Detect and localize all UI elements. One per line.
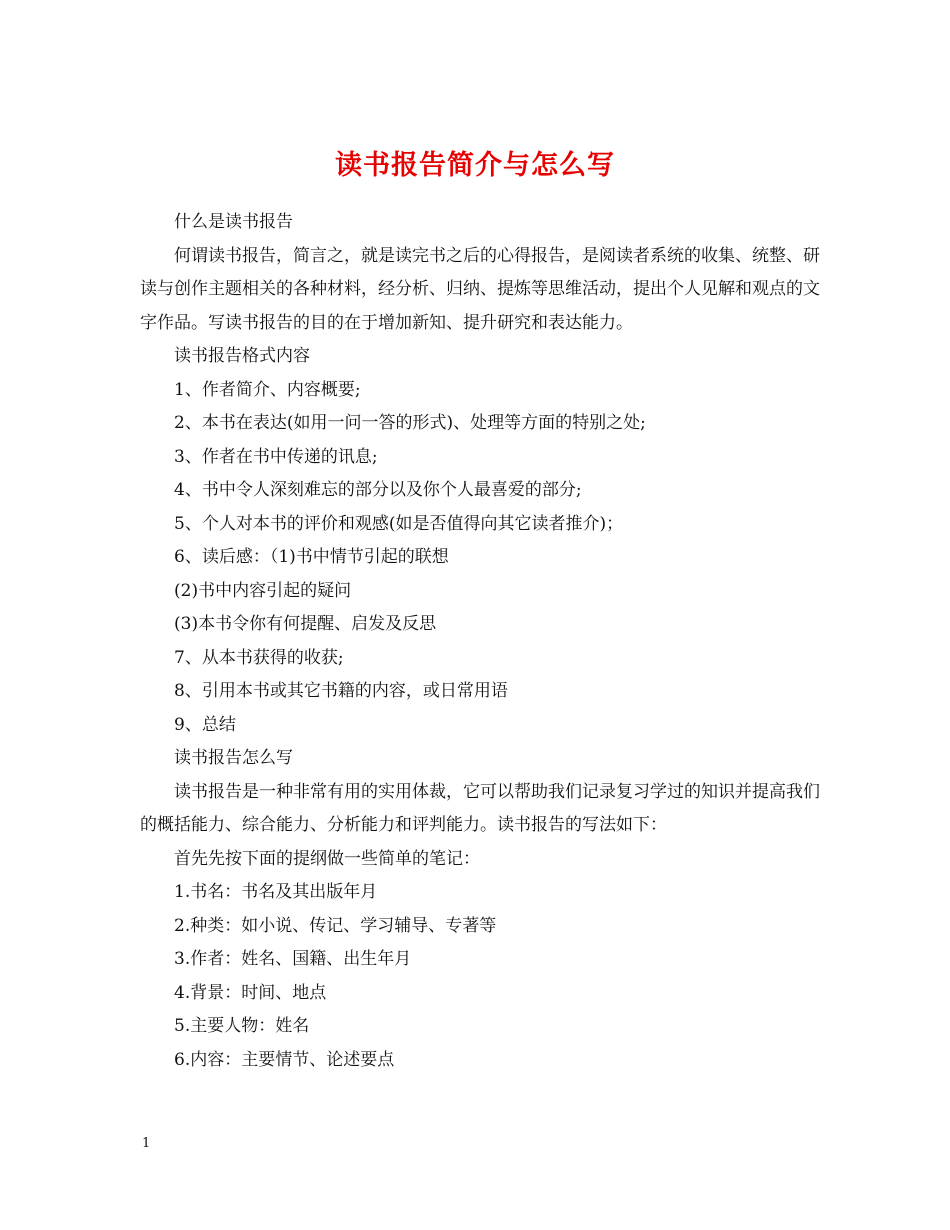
paragraph: 5.主要人物：姓名 — [174, 1016, 310, 1036]
paragraph: 5、个人对本书的评价和观感(如是否值得向其它读者推介)； — [174, 513, 624, 534]
paragraph: 1.书名：书名及其出版年月 — [174, 882, 378, 902]
paragraph: 6、读后感：（1)书中情节引起的联想 — [174, 547, 449, 567]
paragraph: 读书报告怎么写 — [174, 748, 293, 768]
paragraph: 6.内容：主要情节、论述要点 — [174, 1049, 395, 1070]
paragraph: (3)本书令你有何提醒、启发及反思 — [174, 614, 437, 634]
paragraph: 4.背景：时间、地点 — [174, 982, 327, 1003]
paragraph: (2)书中内容引起的疑问 — [174, 580, 352, 601]
paragraph: 1、作者简介、内容概要; — [174, 379, 361, 400]
paragraph: 首先先按下面的提纲做一些简单的笔记： — [174, 848, 480, 869]
paragraph: 3.作者：姓名、国籍、出生年月 — [174, 949, 412, 969]
paragraph: 何谓读书报告，简言之，就是读完书之后的心得报告，是阅读者系统的收集、统整、研读与创作主题相关的各种材料，经分析、归纳、提炼等思维活动，提出个人见解和观点的文字作品。写读书报告的目的在于增加新知、提升研究和表达能力。 — [140, 245, 820, 333]
document-body — [140, 206, 820, 1077]
paragraph: 2、本书在表达(如用一问一答的形式)、处理等方面的特别之处; — [174, 413, 646, 433]
page-number: 1 — [142, 1136, 151, 1151]
paragraph: 4、书中令人深刻难忘的部分以及你个人最喜爱的部分; — [174, 480, 582, 500]
paragraph: 什么是读书报告 — [174, 212, 293, 232]
page-title: 读书报告简介与怎么写 — [335, 150, 615, 182]
paragraph: 读书报告格式内容 — [174, 346, 310, 366]
paragraph: 3、作者在书中传递的讯息; — [174, 446, 378, 467]
paragraph: 9、总结 — [174, 714, 236, 735]
paragraph: 7、从本书获得的收获; — [174, 647, 344, 668]
paragraph: 8、引用本书或其它书籍的内容，或日常用语 — [174, 681, 508, 701]
paragraph: 2.种类：如小说、传记、学习辅导、专著等 — [174, 915, 497, 936]
paragraph: 读书报告是一种非常有用的实用体裁，它可以帮助我们记录复习学过的知识并提高我们的概括能力、综合能力、分析能力和评判能力。读书报告的写法如下： — [140, 781, 820, 835]
